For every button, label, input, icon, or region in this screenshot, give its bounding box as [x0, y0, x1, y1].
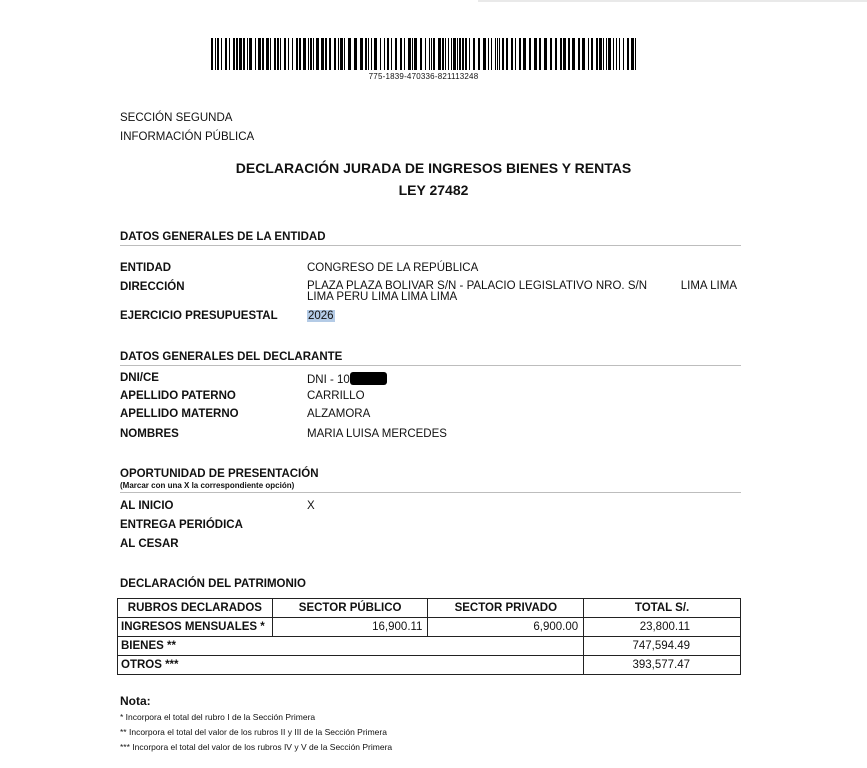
entidad-value: CONGRESO DE LA REPÚBLICA	[307, 262, 479, 274]
al-cesar-label: AL CESAR	[120, 538, 179, 550]
otros-total: 393,577.47	[584, 656, 741, 675]
redaction-block	[350, 372, 387, 385]
section-entidad-title: DATOS GENERALES DE LA ENTIDAD	[120, 231, 741, 246]
entrega-periodica-label: ENTREGA PERIÓDICA	[120, 519, 243, 531]
note-2: ** Incorpora el total del valor de los rubros II y III de la Sección Primera	[120, 727, 387, 737]
dni-text: DNI - 10	[307, 374, 350, 386]
header-sector-publico: SECTOR PÚBLICO	[272, 599, 428, 618]
ejercicio-year-highlight[interactable]: 2026	[308, 310, 334, 322]
barcode-number: 775-1839-470336-821113248	[368, 72, 479, 81]
direccion-line2: LIMA PERU LIMA LIMA LIMA	[307, 291, 458, 303]
section-declarante-title: DATOS GENERALES DEL DECLARANTE	[120, 351, 741, 366]
al-inicio-label: AL INICIO	[120, 500, 174, 512]
ingresos-privado: 6,900.00	[428, 618, 584, 637]
apellido-paterno-label: APELLIDO PATERNO	[120, 390, 236, 402]
ingresos-label: INGRESOS MENSUALES *	[118, 618, 273, 637]
header-sector-privado: SECTOR PRIVADO	[428, 599, 584, 618]
direccion-line1-right: LIMA LIMA	[680, 280, 737, 292]
header-rubros: RUBROS DECLARADOS	[118, 599, 273, 618]
al-inicio-mark: X	[307, 500, 315, 512]
bienes-label: BIENES **	[118, 637, 584, 656]
section-patrimonio-title: DECLARACIÓN DEL PATRIMONIO	[120, 578, 306, 590]
header-section-label: SECCIÓN SEGUNDA	[120, 112, 233, 124]
ejercicio-label: EJERCICIO PRESUPUESTAL	[120, 310, 278, 322]
patrimonio-table	[117, 598, 741, 675]
document-title: DECLARACIÓN JURADA DE INGRESOS BIENES Y RENTAS	[235, 160, 632, 176]
apellido-materno-label: APELLIDO MATERNO	[120, 408, 239, 420]
note-3: *** Incorpora el total del valor de los rubros IV y V de la Sección Primera	[120, 742, 393, 752]
direccion-line1: PLAZA PLAZA BOLIVAR S/N - PALACIO LEGISLATIVO NRO. S/N	[307, 280, 647, 292]
ingresos-total: 23,800.11	[584, 618, 741, 637]
bienes-total: 747,594.49	[584, 637, 741, 656]
nombres-value: MARIA LUISA MERCEDES	[307, 428, 447, 440]
table-row-otros	[118, 656, 741, 675]
otros-label: OTROS ***	[118, 656, 584, 675]
section-oportunidad-title: OPORTUNIDAD DE PRESENTACIÓN	[120, 468, 319, 480]
dni-label: DNI/CE	[120, 372, 159, 384]
ingresos-publico: 16,900.11	[272, 618, 428, 637]
table-row-ingresos	[118, 618, 741, 637]
table-row-bienes	[118, 637, 741, 656]
section-oportunidad-subtitle: (Marcar con una X la correspondiente opción)	[120, 481, 295, 490]
apellido-materno-value: ALZAMORA	[307, 408, 371, 420]
dni-value	[307, 372, 387, 386]
nombres-label: NOMBRES	[120, 428, 179, 440]
notes-title: Nota:	[120, 694, 151, 708]
entidad-label: ENTIDAD	[120, 262, 172, 274]
note-1: * Incorpora el total del rubro I de la Sección Primera	[120, 712, 316, 722]
direccion-label: DIRECCIÓN	[120, 281, 185, 293]
table-header-row	[118, 599, 741, 618]
apellido-paterno-value: CARRILLO	[307, 390, 365, 402]
header-info-label: INFORMACIÓN PÚBLICA	[120, 131, 255, 143]
direccion-value	[307, 281, 737, 303]
barcode	[211, 38, 636, 70]
section-oportunidad	[120, 468, 741, 493]
top-edge-line	[478, 0, 867, 2]
ejercicio-value	[307, 310, 335, 322]
header-total: TOTAL S/.	[584, 599, 741, 618]
document-subtitle: LEY 27482	[398, 182, 469, 198]
